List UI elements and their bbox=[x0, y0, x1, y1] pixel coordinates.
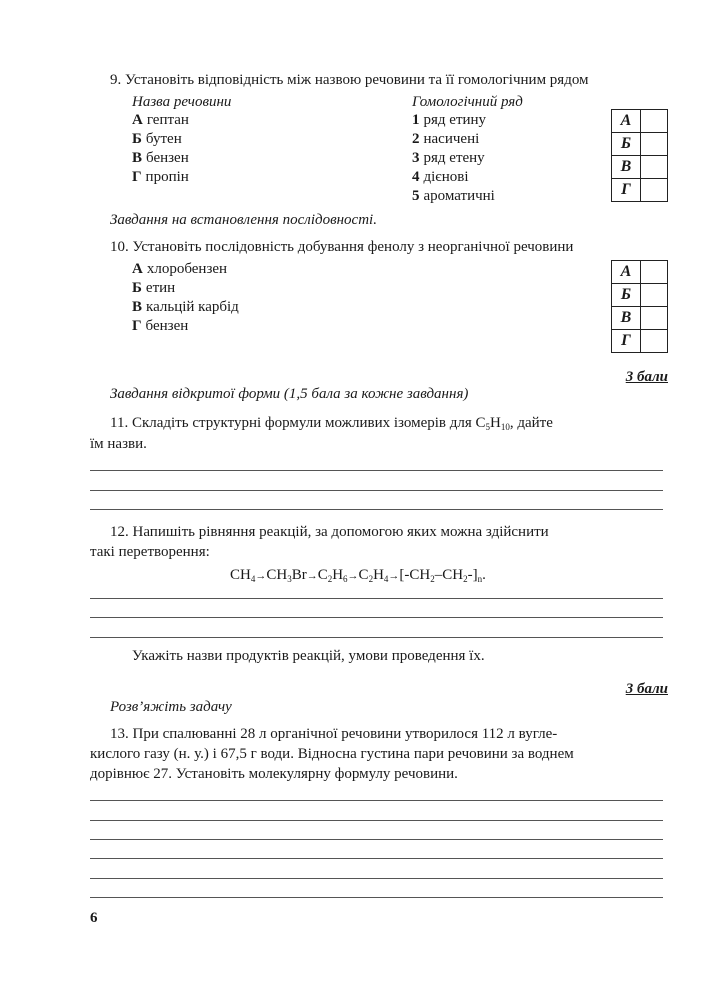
section-open-heading: Завдання відкритої форми (1,5 бала за кожне завдання) bbox=[110, 386, 469, 402]
q10-option-c: В кальцій карбід bbox=[132, 299, 239, 315]
q9-series-2: 2 насичені bbox=[412, 131, 480, 147]
q9-grid-label-c: В bbox=[612, 156, 641, 179]
q10-option-d: Г бензен bbox=[132, 318, 189, 334]
points-label-2: 3 бали bbox=[625, 681, 668, 697]
q10-answer-grid bbox=[611, 260, 668, 353]
q9-right-list bbox=[412, 111, 495, 206]
q9-grid-label-b: Б bbox=[612, 133, 641, 156]
q12-text-line1: 12. Напишіть рівняння реакцій, за допомогою яких можна здійснити bbox=[110, 524, 549, 540]
q10-option-a: А хлоробензен bbox=[132, 261, 228, 277]
q11-answer-line-1[interactable] bbox=[90, 470, 663, 471]
q9-option-a: А гептан bbox=[132, 112, 189, 128]
q9-answer-cell-b[interactable] bbox=[641, 133, 668, 156]
q13-answer-line-2[interactable] bbox=[90, 820, 663, 821]
q13-text-line2: кислого газу (н. у.) і 67,5 г води. Відносна густина пари речовини за воднем bbox=[90, 746, 574, 762]
q9-col1-header: Назва речовини bbox=[132, 94, 232, 110]
q13-answer-line-5[interactable] bbox=[90, 878, 663, 879]
q9-series-3: 3 ряд етену bbox=[412, 150, 485, 166]
q9-answer-cell-a[interactable] bbox=[641, 110, 668, 133]
q9-series-4: 4 дієнові bbox=[412, 169, 469, 185]
q11-text: 11. Складіть структурні формули можливих ізомерів для $C_5H_{10}$, дайте bbox=[110, 415, 553, 432]
q9-col2-header: Гомологічний ряд bbox=[412, 94, 523, 110]
q10-answer-cell-d[interactable] bbox=[641, 330, 668, 353]
q13-answer-line-1[interactable] bbox=[90, 800, 663, 801]
q12-answer-line-1[interactable] bbox=[90, 598, 663, 599]
q9-answer-cell-c[interactable] bbox=[641, 156, 668, 179]
q13-text-line3: дорівнює 27. Установіть молекулярну формулу речовини. bbox=[90, 766, 458, 782]
section-sequence-heading: Завдання на встановлення послідовності. bbox=[110, 212, 377, 228]
q10-options bbox=[132, 260, 239, 336]
q10-grid-label-d: Г bbox=[612, 330, 641, 353]
q9-grid-label-a: А bbox=[612, 110, 641, 133]
q9-option-d: Г пропін bbox=[132, 169, 189, 185]
q9-option-c: В бензен bbox=[132, 150, 189, 166]
q10-grid-label-c: В bbox=[612, 307, 641, 330]
q13-text-line1: 13. При спалюванні 28 л органічної речовини утворилося 112 л вугле- bbox=[110, 726, 558, 742]
q10-text: 10. Установіть послідовність добування фенолу з неорганічної речовини bbox=[110, 239, 574, 255]
q13-answer-line-4[interactable] bbox=[90, 858, 663, 859]
q12-text-line2: такі перетворення: bbox=[90, 544, 210, 560]
section-problem-heading: Розв’яжіть задачу bbox=[110, 699, 232, 715]
q9-series-5: 5 ароматичні bbox=[412, 188, 495, 204]
q10-grid-label-b: Б bbox=[612, 284, 641, 307]
q9-text: 9. Установіть відповідність між назвою речовини та її гомологічним рядом bbox=[110, 72, 589, 88]
points-label-1: 3 бали bbox=[625, 369, 668, 385]
q12-note: Укажіть назви продуктів реакцій, умови проведення їх. bbox=[132, 648, 485, 664]
q12-answer-line-3[interactable] bbox=[90, 637, 663, 638]
q9-series-1: 1 ряд етину bbox=[412, 112, 487, 128]
q9-option-b: Б бутен bbox=[132, 131, 182, 147]
q10-answer-cell-b[interactable] bbox=[641, 284, 668, 307]
q12-formula: $CH_4\to CH_3Br\to C_2H_6\to C_2H_4\to[-CH_2-CH_2-]_n$. bbox=[230, 567, 486, 584]
page-number: 6 bbox=[90, 910, 98, 926]
q13-answer-line-3[interactable] bbox=[90, 839, 663, 840]
q9-left-list bbox=[132, 111, 189, 187]
q10-grid-label-a: А bbox=[612, 261, 641, 284]
q10-option-b: Б етин bbox=[132, 280, 176, 296]
q10-answer-cell-c[interactable] bbox=[641, 307, 668, 330]
q9-grid-label-d: Г bbox=[612, 179, 641, 202]
q12-answer-line-2[interactable] bbox=[90, 617, 663, 618]
q11-answer-line-2[interactable] bbox=[90, 490, 663, 491]
q9-answer-cell-d[interactable] bbox=[641, 179, 668, 202]
q9-answer-grid bbox=[611, 109, 668, 202]
q13-answer-line-6[interactable] bbox=[90, 897, 663, 898]
q10-answer-cell-a[interactable] bbox=[641, 261, 668, 284]
q11-answer-line-3[interactable] bbox=[90, 509, 663, 510]
q11-text-line2: їм назви. bbox=[90, 436, 147, 452]
